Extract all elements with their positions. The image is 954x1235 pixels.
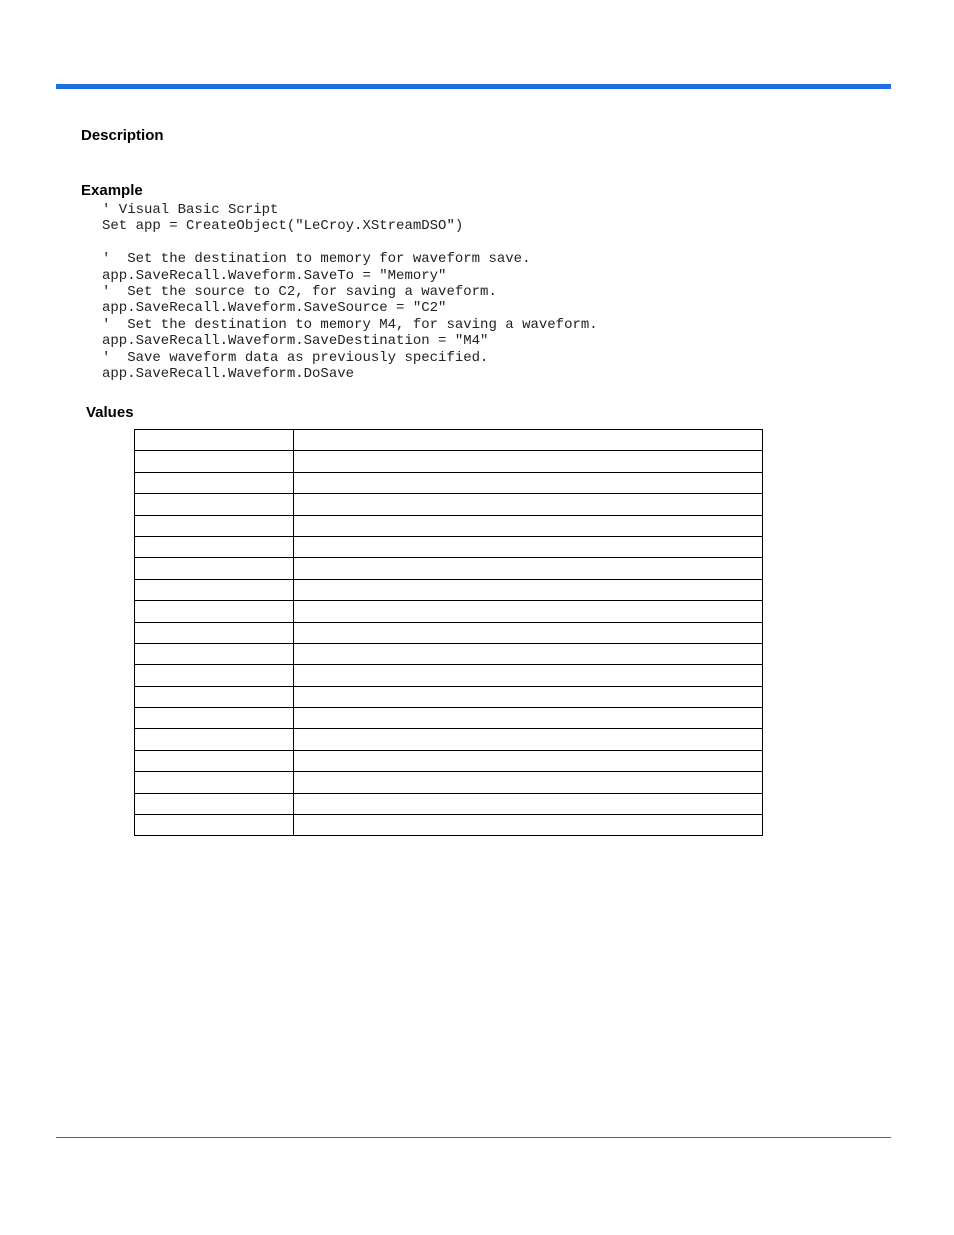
value-cell — [135, 750, 294, 771]
value-cell — [135, 430, 294, 451]
header-rule — [56, 84, 891, 89]
description-cell — [294, 729, 763, 750]
value-cell — [135, 815, 294, 836]
description-cell — [294, 815, 763, 836]
description-cell — [294, 451, 763, 472]
description-cell — [294, 686, 763, 707]
value-cell — [135, 643, 294, 664]
description-cell — [294, 643, 763, 664]
table-row — [135, 558, 763, 579]
example-code-block — [102, 202, 598, 382]
description-cell — [294, 708, 763, 729]
value-cell — [135, 665, 294, 686]
value-cell — [135, 686, 294, 707]
code-line: ' Save waveform data as previously specified. — [102, 349, 489, 366]
table-row — [135, 643, 763, 664]
table-row — [135, 622, 763, 643]
description-cell — [294, 536, 763, 557]
values-table — [134, 429, 763, 836]
table-row — [135, 601, 763, 622]
code-line: Set app = CreateObject("LeCroy.XStreamDSO") — [102, 218, 464, 235]
table-row — [135, 515, 763, 536]
table-row — [135, 686, 763, 707]
table-row — [135, 430, 763, 451]
table-row — [135, 494, 763, 515]
value-cell — [135, 472, 294, 493]
description-cell — [294, 430, 763, 451]
code-line: ' Set the destination to memory for waveform save. — [102, 251, 531, 268]
value-cell — [135, 708, 294, 729]
description-cell — [294, 494, 763, 515]
code-line: app.SaveRecall.Waveform.SaveDestination = "M4" — [102, 333, 489, 350]
description-heading: Description — [81, 127, 164, 144]
values-heading: Values — [86, 404, 134, 421]
code-line: ' Visual Basic Script — [102, 202, 279, 218]
table-row — [135, 665, 763, 686]
table-row — [135, 579, 763, 600]
description-cell — [294, 622, 763, 643]
value-cell — [135, 451, 294, 472]
value-cell — [135, 729, 294, 750]
table-row — [135, 708, 763, 729]
table-row — [135, 772, 763, 793]
value-cell — [135, 772, 294, 793]
table-row — [135, 815, 763, 836]
description-cell — [294, 793, 763, 814]
table-row — [135, 750, 763, 771]
description-cell — [294, 515, 763, 536]
description-cell — [294, 472, 763, 493]
code-line: app.SaveRecall.Waveform.SaveTo = "Memory" — [102, 267, 447, 284]
description-cell — [294, 665, 763, 686]
value-cell — [135, 494, 294, 515]
value-cell — [135, 558, 294, 579]
code-line: app.SaveRecall.Waveform.DoSave — [102, 365, 355, 382]
description-cell — [294, 579, 763, 600]
description-cell — [294, 558, 763, 579]
table-row — [135, 451, 763, 472]
value-cell — [135, 536, 294, 557]
table-row — [135, 536, 763, 557]
code-line: app.SaveRecall.Waveform.SaveSource = "C2" — [102, 300, 447, 317]
value-cell — [135, 622, 294, 643]
description-cell — [294, 772, 763, 793]
table-row — [135, 729, 763, 750]
table-row — [135, 793, 763, 814]
value-cell — [135, 579, 294, 600]
description-cell — [294, 750, 763, 771]
value-cell — [135, 793, 294, 814]
table-row — [135, 472, 763, 493]
value-cell — [135, 515, 294, 536]
code-line — [102, 235, 598, 251]
example-heading: Example — [81, 182, 143, 199]
code-line: ' Set the source to C2, for saving a waveform. — [102, 283, 497, 300]
value-cell — [135, 601, 294, 622]
code-line: ' Set the destination to memory M4, for saving a waveform. — [102, 316, 598, 333]
description-cell — [294, 601, 763, 622]
footer-rule — [56, 1137, 891, 1138]
